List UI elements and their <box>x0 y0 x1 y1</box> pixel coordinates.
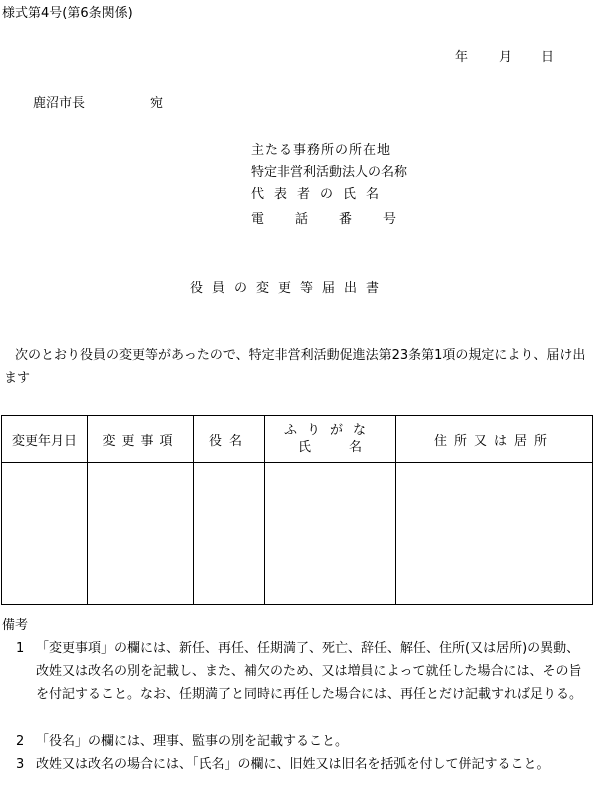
applicant-representative-name-label: 代表者の氏名 <box>251 187 390 202</box>
remark-number: 3 <box>16 757 25 772</box>
remark-text: 「役名」の欄には、理事、監事の別を記載すること。 <box>36 734 349 749</box>
remarks-heading: 備考 <box>2 618 29 633</box>
remark-item <box>16 730 590 753</box>
header-position: 役名 <box>194 416 265 463</box>
header-change-item: 変更事項 <box>88 416 194 463</box>
officer-change-table <box>1 415 593 605</box>
remark-text: 「変更事項」の欄には、新任、再任、任期満了、死亡、辞任、解任、住所(又は居所)の異動、改姓又は改名の別を記載し、また、補欠のため、又は増員によって就任した場合には、その旨を付記すること。なお、任期満了と同時に再任した場合には、再任とだけ記載すれば足りる。 <box>36 641 583 702</box>
table-header-row <box>2 416 593 463</box>
cell-change-date[interactable] <box>2 463 88 605</box>
cell-position[interactable] <box>194 463 265 605</box>
remark-number: 1 <box>16 641 25 656</box>
remark-item <box>16 637 590 706</box>
header-name-family: 氏 <box>297 440 311 455</box>
remark-number: 2 <box>16 734 25 749</box>
header-change-date: 変更年月日 <box>2 416 88 463</box>
remark-text: 改姓又は改名の場合には、「氏名」の欄に、旧姓又は旧名を括弧を付して併記すること。 <box>36 757 550 772</box>
cell-address[interactable] <box>396 463 593 605</box>
header-furigana: ふりがな <box>283 423 376 438</box>
addressee-suffix: 宛 <box>150 96 164 111</box>
header-full-name <box>265 439 395 456</box>
date-month-label: 月 <box>499 50 513 65</box>
cell-change-item[interactable] <box>88 463 194 605</box>
document-title: 役員の変更等届出書 <box>190 281 389 296</box>
applicant-office-location-label: 主たる事務所の所在地 <box>251 143 392 158</box>
table-row <box>2 463 593 605</box>
applicant-corporation-name-label: 特定非営利活動法人の名称 <box>251 165 408 180</box>
header-name <box>265 416 396 463</box>
date-day-label: 日 <box>541 50 555 65</box>
addressee-name: 鹿沼市長 <box>33 96 86 111</box>
remark-item <box>16 753 590 776</box>
header-name-given: 名 <box>348 440 362 455</box>
cell-name[interactable] <box>265 463 396 605</box>
date-year-label: 年 <box>455 50 469 65</box>
form-number: 様式第4号(第6条関係) <box>2 6 133 21</box>
header-address: 住所又は居所 <box>396 416 593 463</box>
applicant-phone-label: 電話番号 <box>251 212 428 227</box>
body-paragraph: 次のとおり役員の変更等があったので、特定非営利活動促進法第23条第1項の規定により、届け出ます <box>4 348 586 386</box>
